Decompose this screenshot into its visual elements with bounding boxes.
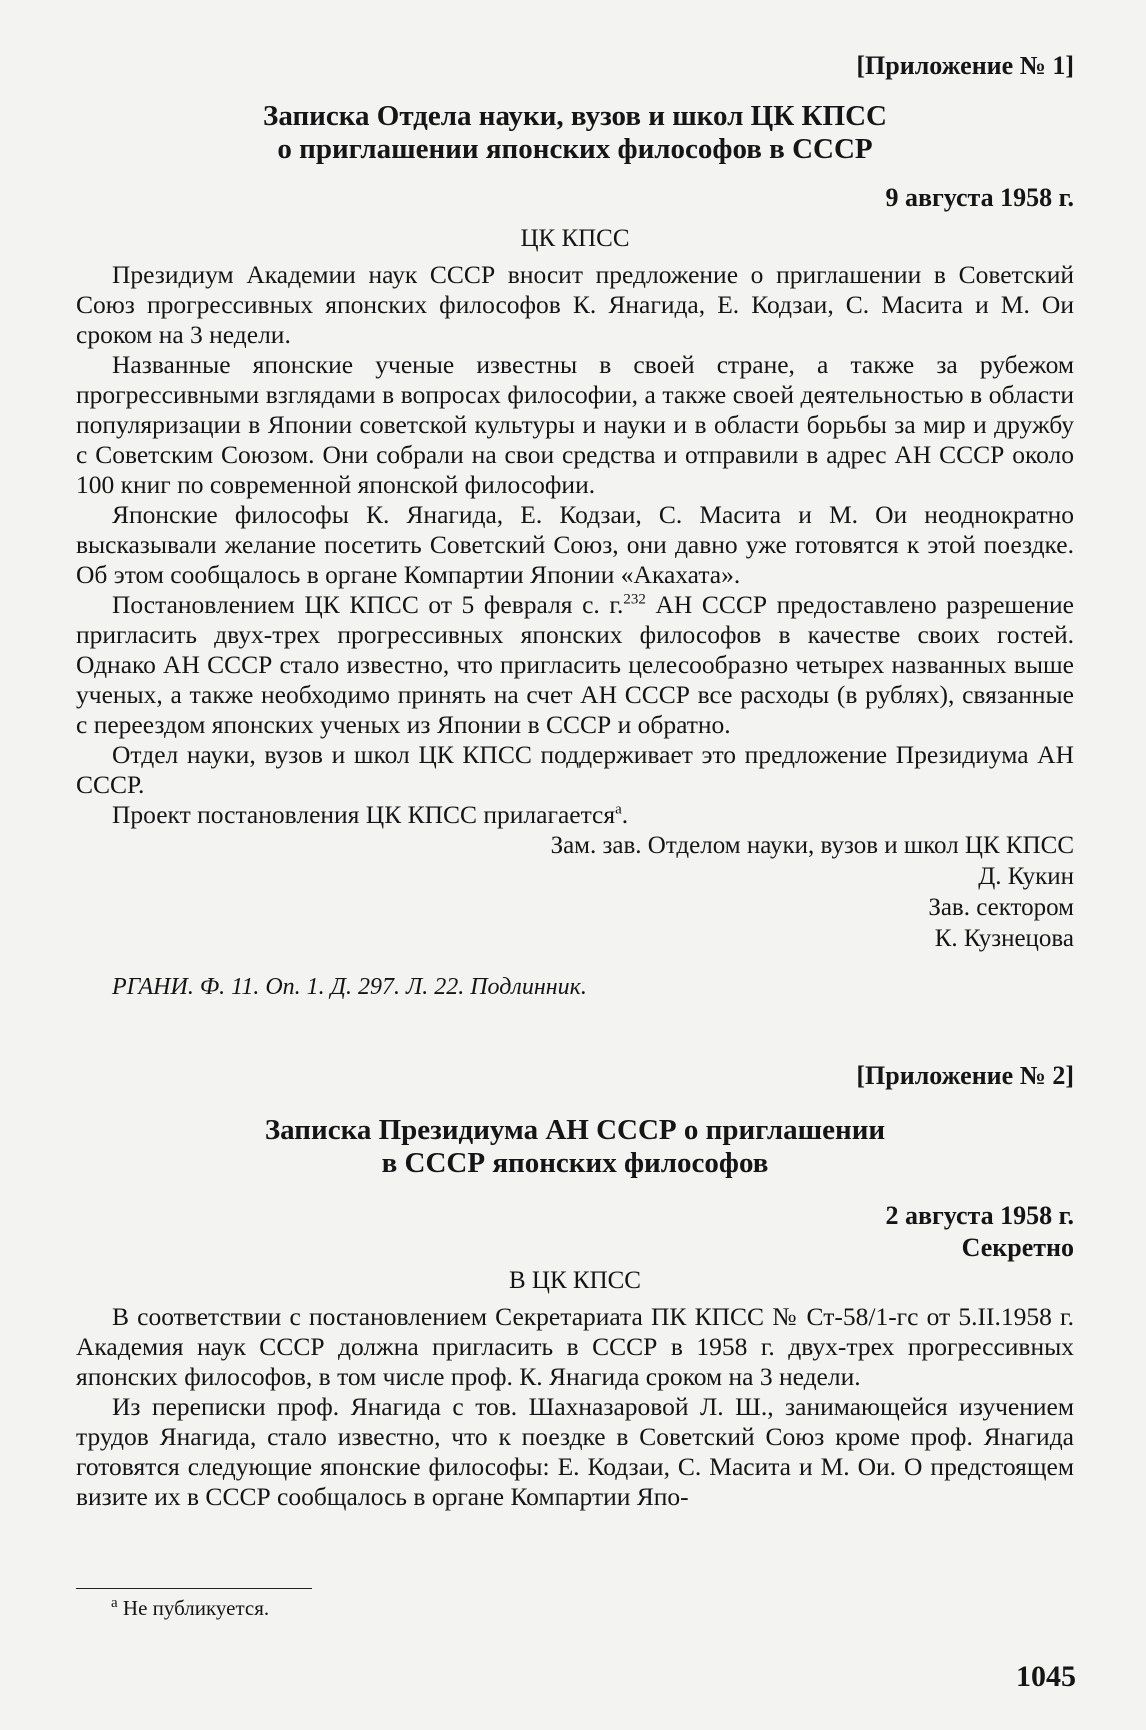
appendix-1-title <box>76 100 1074 166</box>
appendix-1-title-line-2: о приглашении японских философов в СССР <box>277 133 873 165</box>
appendix-1-addressee: ЦК КПСС <box>520 225 630 252</box>
classification-stamp: Секретно <box>961 1233 1074 1262</box>
appendix-2-paragraph-2: Из переписки проф. Янагида с тов. Шахназаровой Л. Ш., занимающейся изучением трудов Янагида, стало известно, что к поездке в Советский Союз кроме проф. Янагида готовятся следующие японские философы: Е. Кодзаи, С. Масита и М. Ои. О предстоящем визите их в СССР сообщалось в органе Компартии Япо- <box>76 1392 1074 1511</box>
footnote-marker: а <box>111 1595 118 1611</box>
footnote <box>111 1595 269 1621</box>
appendix-1-title-line-1: Записка Отдела науки, вузов и школ ЦК КПСС <box>263 100 887 132</box>
signature-2-name: К. Кузнецова <box>934 925 1074 952</box>
signature-2-title: Зав. сектором <box>928 894 1074 921</box>
appendix-1-paragraph-2: Названные японские ученые известны в своей стране, а также за рубежом прогрессивными взглядами в вопросах философии, а также своей деятельностью в области популяризации в Японии советской культуры и науки и в области борьбы за мир и дружбу с Советским Союзом. Они собрали на свои средства и отправили в адрес АН СССР около 100 книг по современной японской философии. <box>76 350 1074 499</box>
signature-1-name: Д. Кукин <box>978 863 1074 890</box>
appendix-2-date: 2 августа 1958 г. <box>885 1201 1074 1230</box>
appendix-1-paragraph-4 <box>76 590 1074 740</box>
attachment-text: Проект постановления ЦК КПСС прилагается <box>112 800 616 829</box>
appendix-1-date: 9 августа 1958 г. <box>885 183 1074 212</box>
appendix-1-attachment-note: Проект постановления ЦК КПСС прилагается$^а$. <box>112 800 629 829</box>
appendix-2-title <box>76 1114 1074 1180</box>
page-number: 1045 <box>1016 1660 1076 1693</box>
appendix-1-body <box>76 260 1074 1002</box>
appendix-2-title-line-1: Записка Президиума АН СССР о приглашении <box>264 1114 886 1146</box>
signature-1-title: Зам. зав. Отделом науки, вузов и школ ЦК КПСС <box>550 832 1074 859</box>
appendix-1-paragraph-1: Президиум Академии наук СССР вносит предложение о приглашении в Советский Союз прогрессивных японских философов К. Янагида, Е. Кодзаи, С. Масита и М. Ои сроком на 3 недели. <box>76 260 1074 349</box>
footnote-text: Не публикуется. <box>117 1596 270 1620</box>
signature-block-1 <box>76 830 1074 892</box>
appendix-1-label: [Приложение № 1] <box>856 51 1074 80</box>
endnote-ref-232: 232 <box>623 591 646 608</box>
footnote-divider <box>76 1588 312 1589</box>
appendix-1-paragraph-5: Отдел науки, вузов и школ ЦК КПСС поддерживает это предложение Президиума АН СССР. <box>76 740 1074 799</box>
appendix-2-title-line-2: в СССР японских философов <box>381 1147 769 1179</box>
appendix-1-paragraph-3: Японские философы К. Янагида, Е. Кодзаи, С. Масита и М. Ои неоднократно высказывали желание посетить Советский Союз, они давно уже готовятся к этой поездке. Об этом сообщалось в органе Компартии Японии «Акахата». <box>76 500 1074 589</box>
paragraph-4-text-end: АН СССР предоставлено разрешение пригласить двух-трех прогрессивных японских философов в качестве своих гостей. Однако АН СССР стало известно, что пригласить целесообразно четырех названных выше ученых, а также необходимо принять на счет АН СССР все расходы (в рублях), связанные с переездом японских ученых из Японии в СССР и обратно. <box>76 590 1074 739</box>
archive-source: РГАНИ. Ф. 11. Оп. 1. Д. 297. Л. 22. Подлинник. <box>112 974 587 1000</box>
appendix-2-paragraph-1: В соответствии с постановлением Секретариата ПК КПСС № Ст-58/1-гс от 5.II.1958 г. Академия наук СССР должна пригласить в СССР в 1958 г. двух-трех прогрессивных японских философов, в том числе проф. К. Янагида сроком на 3 недели. <box>76 1302 1074 1391</box>
appendix-2-body <box>76 1302 1074 1512</box>
footnote-ref-a: а <box>615 801 622 818</box>
appendix-2-label: [Приложение № 2] <box>856 1061 1074 1090</box>
paragraph-4-text-start: Постановлением ЦК КПСС от 5 февраля с. г. <box>112 590 624 619</box>
signature-block-2 <box>76 892 1074 954</box>
appendix-2-addressee: В ЦК КПСС <box>509 1267 641 1294</box>
